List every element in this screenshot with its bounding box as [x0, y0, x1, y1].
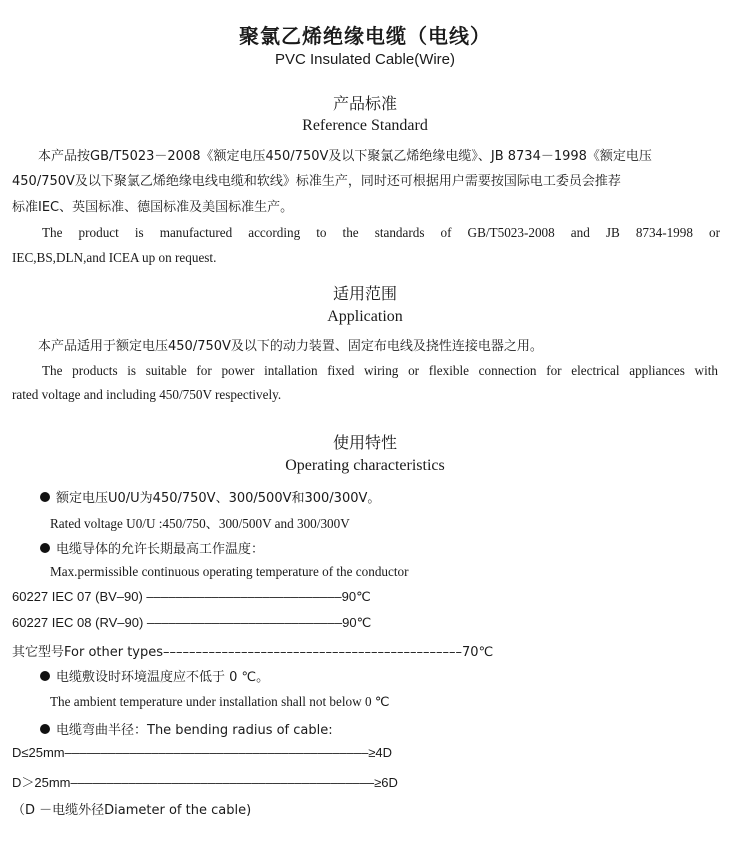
rated-voltage-zh: 额定电压U0/U为450/750V、300/500V和300/300V。: [56, 491, 381, 506]
application-text-en-line1: The products is suitable for power intallation fixed wiring or flexible connection for electrical appliances with: [42, 363, 718, 378]
application-heading-zh: 适用范围: [332, 284, 397, 303]
reference-heading-zh: 产品标准: [332, 94, 397, 113]
reference-text-en-line2: IEC,BS,DLN,and ICEA up on request.: [12, 250, 217, 265]
application-text-en-line2: rated voltage and including 450/750V respectively.: [12, 387, 282, 402]
bullet-rated-voltage: [40, 487, 380, 506]
temperature-row-bv90: 60227 IEC 07 (BV–90) –––––––––––––––––––––––––––90℃: [12, 589, 371, 604]
bending-radius-row-large: D＞25mm––––––––––––––––––––––––––––––––––––––––––≥6D: [12, 775, 398, 790]
reference-text-en-line1: The product is manufactured according to the standards of GB/T5023-2008 and JB 8734-1998 or: [42, 225, 720, 240]
document-title-zh: 聚氯乙烯绝缘电缆（电线）: [239, 24, 491, 48]
ambient-temperature-zh: 电缆敷设时环境温度应不低于 0 ℃。: [56, 670, 270, 685]
application-text-zh: 本产品适用于额定电压450/750V及以下的动力装置、固定布电线及挠性连接电器之用。: [38, 339, 543, 354]
reference-text-zh-line2: 450/750V及以下聚氯乙烯绝缘电线电缆和软线》标准生产，同时还可根据用户需要按国际电工委员会推荐: [12, 174, 621, 189]
rated-voltage-en: Rated voltage U0/U :450/750、300/500V and 300/300V: [50, 516, 350, 531]
bending-radius-label: 电缆弯曲半径：The bending radius of cable:: [56, 723, 333, 738]
temperature-row-rv90: 60227 IEC 08 (RV–90) –––––––––––––––––––––––––––90℃: [12, 615, 372, 630]
temperature-row-other-types: 其它型号For other types––––––––––––––––––––––––––––––––––––––––––––––70℃: [12, 645, 494, 660]
bullet-dot-icon: [40, 724, 50, 734]
bullet-dot-icon: [40, 543, 50, 553]
reference-heading-en: Reference Standard: [302, 117, 428, 134]
reference-text-zh-line1: 本产品按GB/T5023－2008《额定电压450/750V及以下聚氯乙烯绝缘电缆》、JB 8734－1998《额定电压: [38, 149, 652, 164]
operating-heading-zh: 使用特性: [332, 433, 397, 452]
reference-text-zh-line3: 标准IEC、英国标准、德国标准及美国标准生产。: [12, 200, 294, 215]
diameter-note: （D －电缆外径Diameter of the cable): [12, 803, 252, 818]
max-temperature-en: Max.permissible continuous operating temperature of the conductor: [50, 564, 409, 579]
bullet-dot-icon: [40, 671, 50, 681]
application-heading-en: Application: [327, 308, 403, 325]
document-title-en: PVC Insulated Cable(Wire): [274, 51, 456, 68]
bullet-max-temperature: [40, 538, 264, 557]
bullet-bending-radius: [40, 719, 333, 738]
operating-heading-en: Operating characteristics: [285, 457, 445, 474]
bullet-dot-icon: [40, 492, 50, 502]
max-temperature-zh: 电缆导体的允许长期最高工作温度：: [56, 542, 265, 557]
bullet-ambient-temperature: [40, 666, 269, 685]
bending-radius-row-small: D≤25mm––––––––––––––––––––––––––––––––––––––––––≥4D: [12, 745, 393, 760]
ambient-temperature-en: The ambient temperature under installation shall not below 0 ℃: [50, 694, 390, 709]
